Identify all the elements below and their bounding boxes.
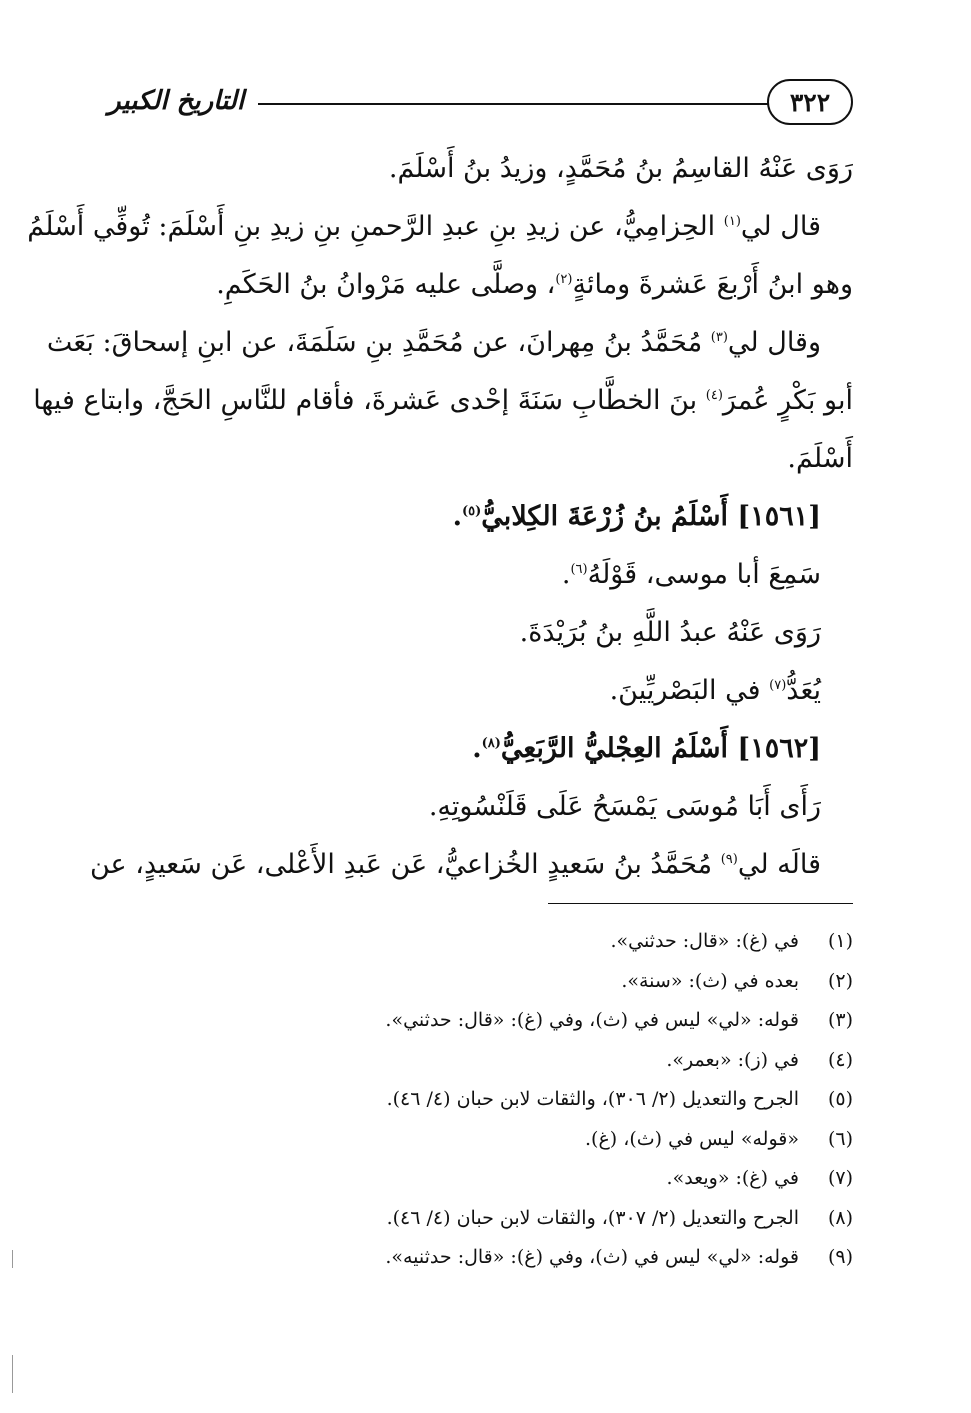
footnote-number: (٤): [827, 1048, 853, 1071]
footnote-number: (٥): [827, 1088, 853, 1110]
text-line: [108, 430, 853, 488]
header-rule: [258, 103, 769, 105]
footnote-text: قوله: «لي» ليس في (ث)، وفي (غ): «قال: حدثني».: [385, 1009, 799, 1031]
footnote-text: في (ز): «بعمر».: [666, 1048, 799, 1071]
footnote-text: الجرح والتعديل (٢/ ٣٠٦)، والثقات لابن حبان (٤/ ٤٦).: [386, 1088, 799, 1110]
page-number: [767, 79, 853, 125]
text-segment: .: [561, 559, 571, 590]
text-segment: بنَ الخطَّابِ سَنَةَ إحْدى عَشرةَ، فأقام للنَّاسِ الحَجَّ، وابتاع فيها: [33, 385, 706, 416]
footnote-number: (٩): [827, 1246, 853, 1268]
footnote-text: في (غ): «قال: حدثني».: [610, 930, 799, 952]
footnote-reference: (٧): [769, 678, 787, 693]
footnote-text: «قوله» ليس في (ث)، (غ).: [585, 1127, 799, 1150]
footnote: [108, 922, 853, 962]
text-line: [108, 778, 853, 836]
text-line-content: رَأَى أَبَا مُوسَى يَمْسَحُ عَلَى قَلَنْسُوتِهِ.: [428, 791, 821, 822]
footnote-number: (٣): [827, 1009, 853, 1031]
footnote: [108, 962, 853, 1002]
footnote-number: (٢): [827, 969, 853, 992]
footnote-reference: (٩): [720, 852, 738, 867]
footnote-separator: [548, 903, 853, 904]
footnote-reference: (٣): [710, 330, 728, 345]
footnote: [108, 1041, 853, 1081]
text-segment: وقال لي: [727, 327, 821, 358]
footnote: [108, 1001, 853, 1041]
text-segment: قال لي: [740, 211, 821, 242]
entry-heading: [108, 720, 853, 778]
entry-heading-text: [١٥٦٢] أَسْلَمُ العِجْليُّ الرَّبَعِيُّ: [500, 733, 821, 764]
footnote-text: قوله: «لي» ليس في (ث)، وفي (غ): «قال: حدثنيه».: [385, 1246, 799, 1268]
footnote-text: بعده في (ث): «سنة».: [621, 969, 799, 992]
text-segment: مُحَمَّدُ بنُ سَعيدٍ الخُزاعيُّ، عَن عَبدِ الأَعْلى، عَن سَعيدٍ، عن: [90, 849, 721, 880]
book-title: التاريخ الكبير: [108, 86, 245, 116]
footnote: [108, 1159, 853, 1199]
text-segment: في البَصْريِّينَ.: [609, 675, 770, 706]
footnote-reference: (٦): [570, 562, 588, 577]
text-line: [90, 836, 853, 894]
text-segment: يُعَدُّ: [786, 675, 821, 706]
text-line: [27, 198, 853, 256]
footnote-reference: (٤): [705, 388, 723, 403]
footnote-reference: (٥): [462, 504, 482, 519]
page-number-text: ٣٢٢: [789, 87, 831, 117]
text-line: [108, 546, 853, 604]
footnote-number: (٦): [827, 1127, 853, 1150]
text-segment: سَمِعَ أبا موسى، قَوْلَهُ: [587, 559, 821, 590]
footnote: [108, 1120, 853, 1160]
scan-edge-mark: [12, 1355, 13, 1393]
text-segment: أبو بَكْرٍ عُمرَ: [722, 385, 853, 416]
text-line-content: رَوَى عَنْهُ القاسِمُ بنُ مُحَمَّدٍ، وزيدُ بنُ أَسْلَمَ.: [388, 153, 853, 184]
text-segment: قالَه لي: [737, 849, 821, 880]
footnote-text: في (غ): «ويعد».: [666, 1167, 799, 1189]
footnote-reference: (٨): [481, 736, 501, 751]
text-line: [108, 256, 853, 314]
footnote: [108, 1199, 853, 1239]
text-line: [46, 314, 853, 372]
footnote-number: (٨): [827, 1206, 853, 1229]
text-line: [108, 140, 853, 198]
text-segment: وهو ابنُ أَرْبعَ عَشرةَ ومائةٍ: [572, 269, 853, 300]
footnote-reference: (٢): [555, 272, 573, 287]
text-segment: .: [452, 501, 462, 532]
footnote-number: (١): [827, 930, 853, 952]
text-segment: .: [472, 733, 482, 764]
footnote: [108, 1080, 853, 1120]
text-line: [108, 662, 853, 720]
entry-heading-text: [١٥٦١] أَسْلَمُ بنُ زُرْعَةَ الكِلابيُّ: [481, 501, 821, 532]
text-line: [108, 604, 853, 662]
footnote-reference: (١): [723, 214, 741, 229]
text-line: [33, 372, 853, 430]
text-segment: الحِزامِيُّ، عن زيدِ بنِ عبدِ الرَّحمنِ بنِ زيدِ بنِ أَسْلَمَ: تُوفِّي أَسْلَمُ: [27, 211, 724, 242]
footnote: [108, 1238, 853, 1278]
text-line-content: أَسْلَمَ.: [787, 443, 853, 474]
text-segment: مُحَمَّدُ بنُ مِهرانَ، عن مُحَمَّدِ بنِ سَلَمَةَ، عن ابنِ إسحاقَ: بَعَث: [46, 327, 711, 358]
entry-heading: [108, 488, 853, 546]
main-text: [27, 140, 853, 894]
scan-edge-mark: [12, 1250, 13, 1268]
page-header: [108, 78, 853, 130]
text-segment: ، وصلَّى عليه مَرْوانُ بنُ الحَكَمِ.: [216, 269, 556, 300]
text-line-content: رَوَى عَنْهُ عبدُ اللَّهِ بنُ بُرَيْدَةَ.: [519, 617, 821, 648]
footnote-number: (٧): [827, 1167, 853, 1189]
footnote-text: الجرح والتعديل (٢/ ٣٠٧)، والثقات لابن حبان (٤/ ٤٦).: [386, 1206, 799, 1229]
footnotes: [108, 922, 853, 1278]
